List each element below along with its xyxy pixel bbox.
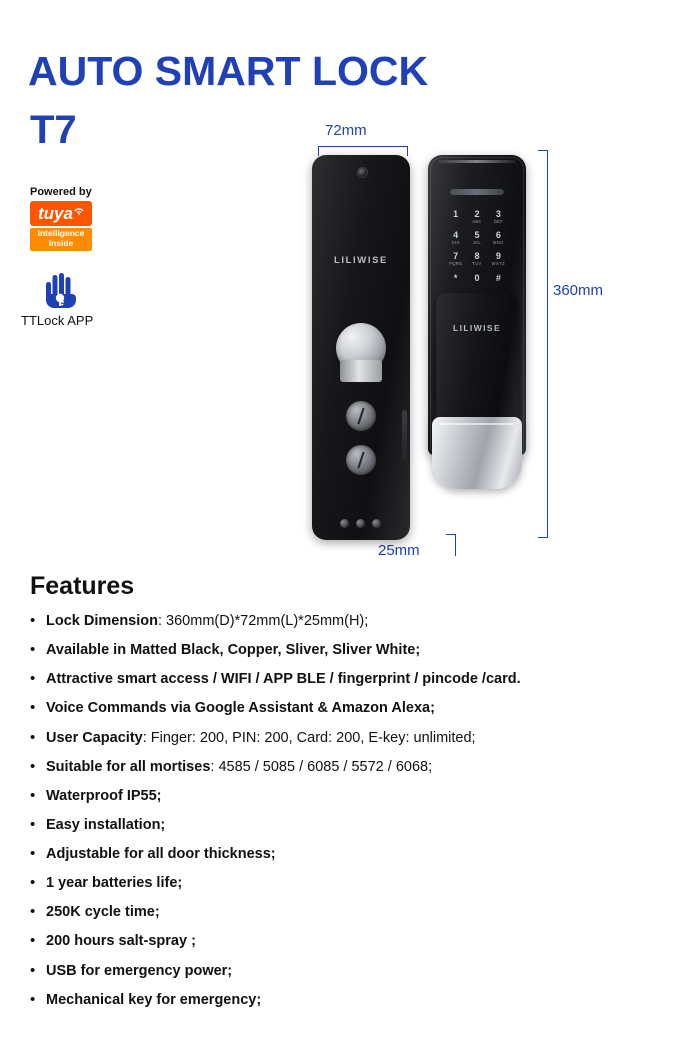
keypad-key: 2 ABC — [472, 209, 482, 224]
list-item: • Suitable for all mortises: 4585 / 5085 / 6085 / 5572 / 6068; — [30, 760, 655, 776]
list-item: • Attractive smart access / WIFI / APP BLE / fingerprint / pincode /card. — [30, 672, 655, 688]
keypad-key: * — [453, 272, 458, 283]
keypad — [447, 210, 507, 284]
list-item: • 200 hours salt-spray ; — [30, 934, 655, 950]
handle-chrome-base — [432, 417, 522, 489]
port-icon — [372, 519, 381, 528]
features-heading: Features — [30, 572, 135, 600]
features-list — [30, 614, 655, 1022]
dimension-height-label: 360mm — [553, 282, 604, 299]
port-group — [340, 519, 381, 528]
lock-interior-panel — [312, 155, 410, 540]
wifi-icon — [74, 205, 84, 215]
tuya-badge — [30, 201, 92, 226]
list-item: • Mechanical key for emergency; — [30, 993, 655, 1009]
list-item: • Adjustable for all door thickness; — [30, 847, 655, 863]
list-item: • USB for emergency power; — [30, 964, 655, 980]
list-item: • Easy installation; — [30, 818, 655, 834]
tuya-badge-label: tuya — [38, 204, 73, 223]
keypad-key: 4 GHI — [451, 230, 460, 246]
keypad-key: # — [495, 272, 501, 283]
lock-dial-lower — [346, 445, 376, 475]
powered-by-label: Powered by — [30, 186, 92, 198]
hand-key-icon — [40, 268, 82, 310]
intelligence-inside-badge — [30, 228, 92, 251]
port-icon — [356, 519, 365, 528]
lock-exterior-panel — [428, 155, 526, 540]
keypad-key: 0 — [474, 272, 480, 283]
dial-slot — [357, 408, 364, 425]
ttlock-app-label: TTLock APP — [21, 313, 94, 328]
panel-highlight — [438, 160, 516, 163]
side-strip — [402, 410, 407, 462]
display-strip — [450, 189, 504, 195]
knob-base — [340, 360, 382, 382]
brand-name-interior: LILIWISE — [334, 255, 388, 266]
dimension-height-bracket — [538, 150, 548, 538]
dial-slot — [357, 452, 364, 469]
keypad-key: 1 — [453, 209, 459, 219]
keypad-key: 5 JKL — [472, 230, 482, 246]
list-item: • User Capacity: Finger: 200, PIN: 200, Card: 200, E-key: unlimited; — [30, 731, 655, 747]
page-title: AUTO SMART LOCK — [28, 48, 429, 94]
product-model: T7 — [30, 108, 77, 152]
keypad-key: 8 TUV — [472, 251, 482, 267]
camera-icon — [357, 167, 368, 178]
list-item: • 1 year batteries life; — [30, 876, 655, 892]
brand-name-handle: LILIWISE — [452, 323, 502, 333]
keypad-key: 6 MNO — [492, 230, 504, 246]
intelligence-inside-line2: Inside — [48, 237, 74, 248]
port-icon — [340, 519, 349, 528]
product-illustration — [250, 110, 670, 570]
keypad-key: 3 DEF — [493, 209, 503, 224]
list-item: • Lock Dimension: 360mm(D)*72mm(L)*25mm(H); — [30, 614, 655, 630]
dimension-depth-label: 25mm — [378, 542, 420, 559]
list-item: • Voice Commands via Google Assistant & Amazon Alexa; — [30, 701, 655, 717]
intelligence-inside-line1: Intelligence — [37, 228, 85, 238]
keypad-key: 7 PQRS — [449, 251, 463, 267]
lock-dial-upper — [346, 401, 376, 431]
list-item: • Available in Matted Black, Copper, Sliver, Sliver White; — [30, 643, 655, 659]
list-item: • 250K cycle time; — [30, 905, 655, 921]
list-item: • Waterproof IP55; — [30, 789, 655, 805]
keypad-key: 9 WXYZ — [491, 251, 505, 267]
dimension-width-label: 72mm — [325, 122, 367, 139]
